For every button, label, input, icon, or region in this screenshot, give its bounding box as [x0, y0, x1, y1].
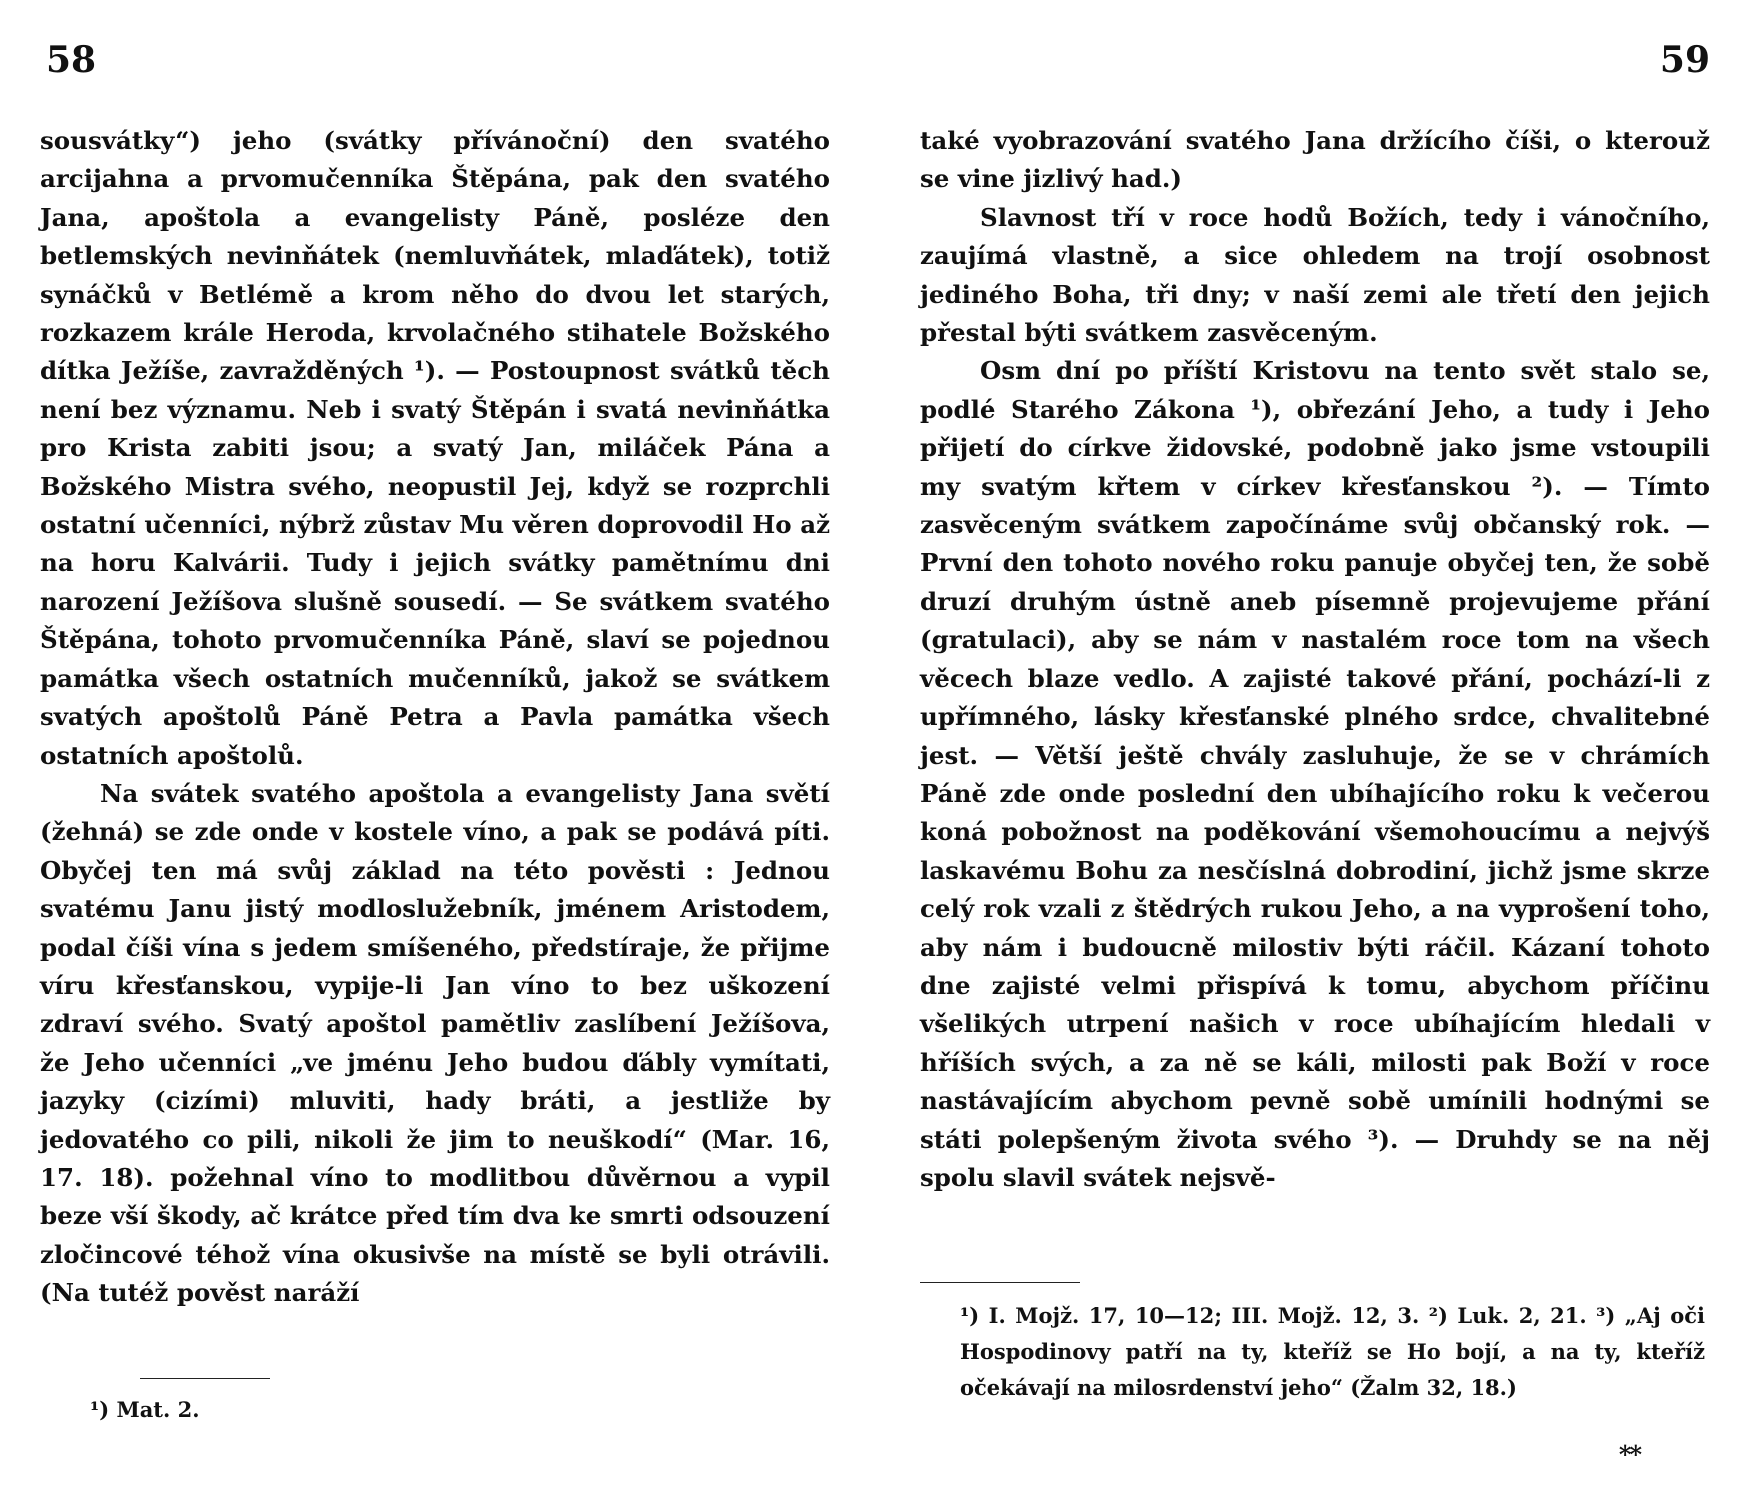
footnote-right: ¹) I. Mojž. 17, 10—12; III. Mojž. 12, 3. ²) Luk. 2, 21. ³) „Aj oči Hospodinovy patří na ty, kteříž se Ho bojí, a na ty, kteříž očekávají na milosrdenství jeho“ (Žalm 32, 18.): [960, 1303, 1705, 1400]
footnote-divider: [920, 1282, 1080, 1283]
signature-mark: **: [1618, 1440, 1640, 1469]
paragraph: Slavnost tří v roce hodů Božích, tedy i vánočního, zaujímá vlastně, a sice ohledem na trojí osobnost jediného Boha, tři dny; v naší zemi ale třetí den jejich přestal býti svátkem zasvěceným.: [920, 202, 1710, 348]
paragraph: Na svátek svatého apoštola a evangelisty Jana světí (žehná) se zde onde v kostele víno, a pak se podává píti. Obyčej ten má svůj základ na této pověsti : Jednou svatému Janu jistý modloslužebník, jménem Aristodem, podal číši vína s jedem smíšeného, předstíraje, že přijme víru křesťanskou, vypije-li Jan víno to bez uškození zdraví svého. Svatý apoštol pamětliv zaslíbení Ježíšova, že Jeho učenníci „ve jménu Jeho budou ďábly vymítati, jazyky (cizími) mluviti, hady bráti, a jestliže by jedovatého co pili, nikoli že jim to neuškodí“ (Mar. 16, 17. 18). požehnal víno to modlitbou důvěrnou a vypil beze vší škody, ač krátce před tím dva ke smrti odsouzení zločincové téhož vína okusivše na místě se byli otrávili. (Na tutéž pověst naráží: [40, 778, 830, 1308]
page-number-left: 58: [46, 39, 97, 81]
paragraph: sousvátky“) jeho (svátky přívánoční) den svatého arcijahna a prvomučenníka Štěpána, pak den svatého Jana, apoštola a evangelisty Páně, posléze den betlemských nevinňátek (nemluvňátek, mlaďátek), totiž synáčků v Betlémě a krom něho do dvou let starých, rozkazem krále Heroda, krvolačného stihatele Božského dítka Ježíše, zavražděných ¹). — Postoupnost svátků těch není bez významu. Neb i svatý Štěpán i svatá nevinňátka pro Krista zabiti jsou; a svatý Jan, miláček Pána a Božského Mistra svého, neopustil Jej, když se rozprchli ostatní učenníci, nýbrž zůstav Mu věren doprovodil Ho až na horu Kalvárii. Tudy i jejich svátky pamětnímu dni narození Ježíšova slušně sousedí. — Se svátkem svatého Štěpána, tohoto prvomučenníka Páně, slaví se pojednou památka všech ostatních mučenníků, jakož se svátkem svatých apoštolů Páně Petra a Pavla památka všech ostatních apoštolů.: [40, 126, 830, 770]
page-number-right: 59: [1659, 39, 1710, 81]
right-page-body: [920, 122, 1710, 1197]
footnote-divider: [140, 1378, 270, 1379]
paragraph: také vyobrazování svatého Jana držícího číši, o kterouž se vine jizlivý had.): [920, 126, 1710, 194]
footnote-left: ¹) Mat. 2.: [90, 1397, 200, 1422]
paragraph: Osm dní po příští Kristovu na tento svět stalo se, podlé Starého Zákona ¹), obřezání Jeho, a tudy i Jeho přijetí do církve židovské, podobně jako jsme vstoupili my svatým křtem v církev křesťanskou ²). — Tímto zasvěceným svátkem započínáme svůj občanský rok. — První den tohoto nového roku panuje obyčej ten, že sobě druzí druhým ústně aneb písemně projevujeme přání (gratulaci), aby se nám v nastalém roce tom na všech věcech blaze vedlo. A zajisté takové přání, pochází-li z upřímného, lásky křesťanské plného srdce, chvalitebné jest. — Větší ještě chvály zasluhuje, že se v chrámích Páně zde onde poslední den ubíhajícího roku k večerou koná pobožnost na poděkování všemohoucímu a nejvýš laskavému Bohu za nesčíslná dobrodiní, jichž jsme skrze celý rok vzali z štědrých rukou Jeho, a na vyprošení toho, aby nám i budoucně milostiv býti ráčil. Kázaní tohoto dne zajisté velmi přispívá k tomu, abychom příčinu všelikých utrpení našich v roce ubíhajícím hledali v hříších svých, a za ně se káli, milosti pak Boží v roce nastávajícím abychom pevně sobě umínili hodnými se státi polepšeným života svého ³). — Druhdy se na něj spolu slavil svátek nejsvě-: [920, 356, 1710, 1192]
left-page-body: [40, 122, 830, 1313]
